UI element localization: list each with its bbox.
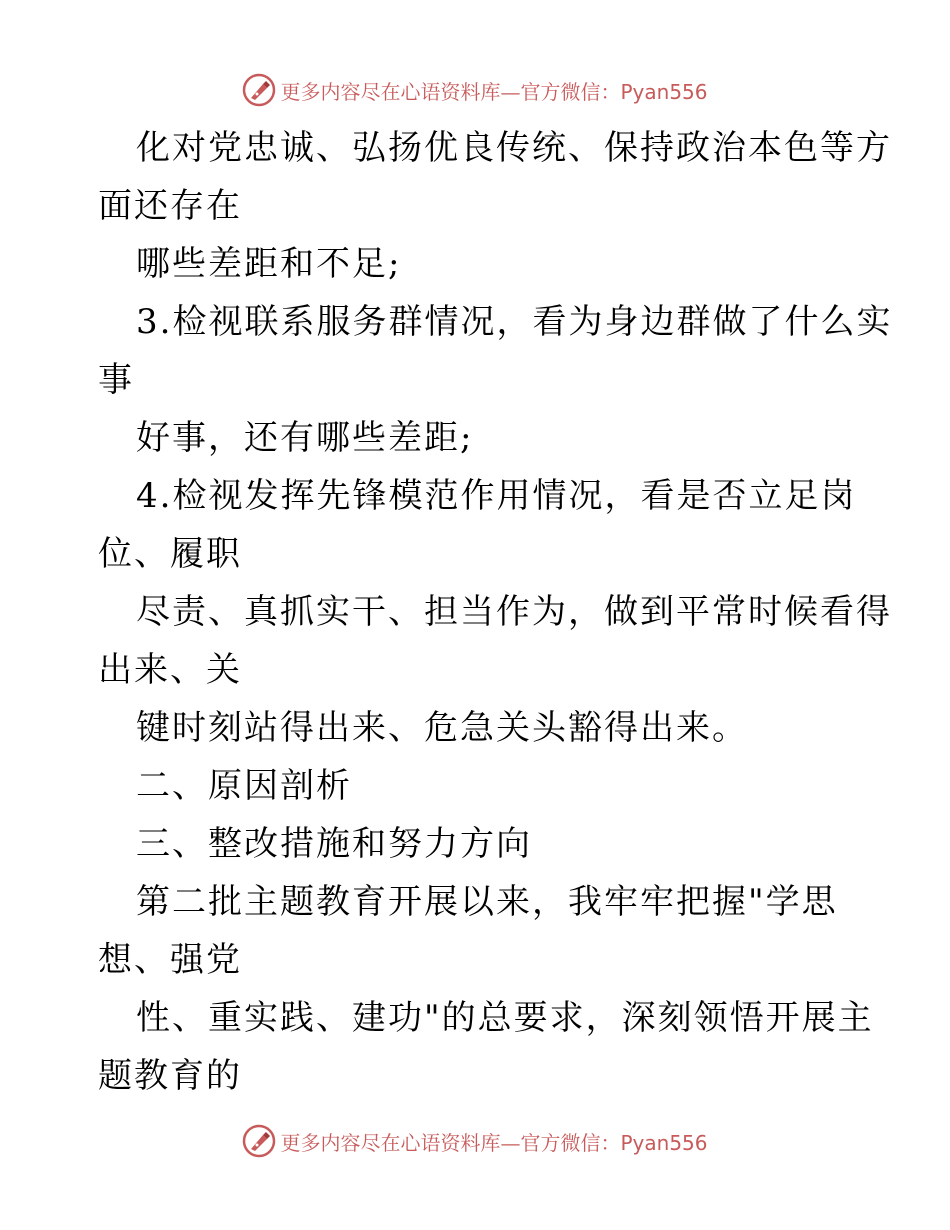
body-line: 性、重实践、建功"的总要求，深刻领悟开展主 xyxy=(136,998,874,1038)
section-heading: 二、原因剖析 xyxy=(136,766,352,806)
header-banner-main: 更多内容尽在心语资料库 xyxy=(280,79,501,104)
body-line: 题教育的 xyxy=(98,1056,242,1096)
footer-banner-wechat: 官方微信： xyxy=(520,1130,621,1155)
body-line: 哪些差距和不足; xyxy=(136,244,402,284)
body-line: 第二批主题教育开展以来，我牢牢把握"学思 xyxy=(136,882,838,922)
section-heading: 三、整改措施和努力方向 xyxy=(136,824,532,864)
body-line: 事 xyxy=(98,360,134,400)
body-line: 出来、关 xyxy=(98,650,242,690)
body-line: 化对党忠诚、弘扬优良传统、保持政治本色等方 xyxy=(136,128,892,168)
body-line: 想、强党 xyxy=(98,940,242,980)
body-line: 键时刻站得出来、危急关头豁得出来。 xyxy=(136,708,748,748)
body-line: 面还存在 xyxy=(98,186,242,226)
footer-banner-dash: — xyxy=(500,1130,521,1155)
pen-nib-logo-icon xyxy=(242,1124,276,1158)
footer-banner-handle: Pyan556 xyxy=(620,1130,708,1155)
header-banner-dash: — xyxy=(500,79,521,104)
header-banner-handle: Pyan556 xyxy=(620,79,708,104)
body-line: 位、履职 xyxy=(98,534,242,574)
footer-banner-main: 更多内容尽在心语资料库 xyxy=(280,1130,501,1155)
header-banner-wechat: 官方微信： xyxy=(520,79,621,104)
footer-banner xyxy=(0,1121,950,1161)
footer-banner-text xyxy=(280,1127,707,1156)
body-line: 3.检视联系服务群情况，看为身边群做了什么实 xyxy=(136,302,893,342)
body-line: 4.检视发挥先锋模范作用情况，看是否立足岗 xyxy=(136,476,857,516)
body-line: 好事，还有哪些差距; xyxy=(136,418,474,458)
body-line: 尽责、真抓实干、担当作为，做到平常时候看得 xyxy=(136,592,892,632)
